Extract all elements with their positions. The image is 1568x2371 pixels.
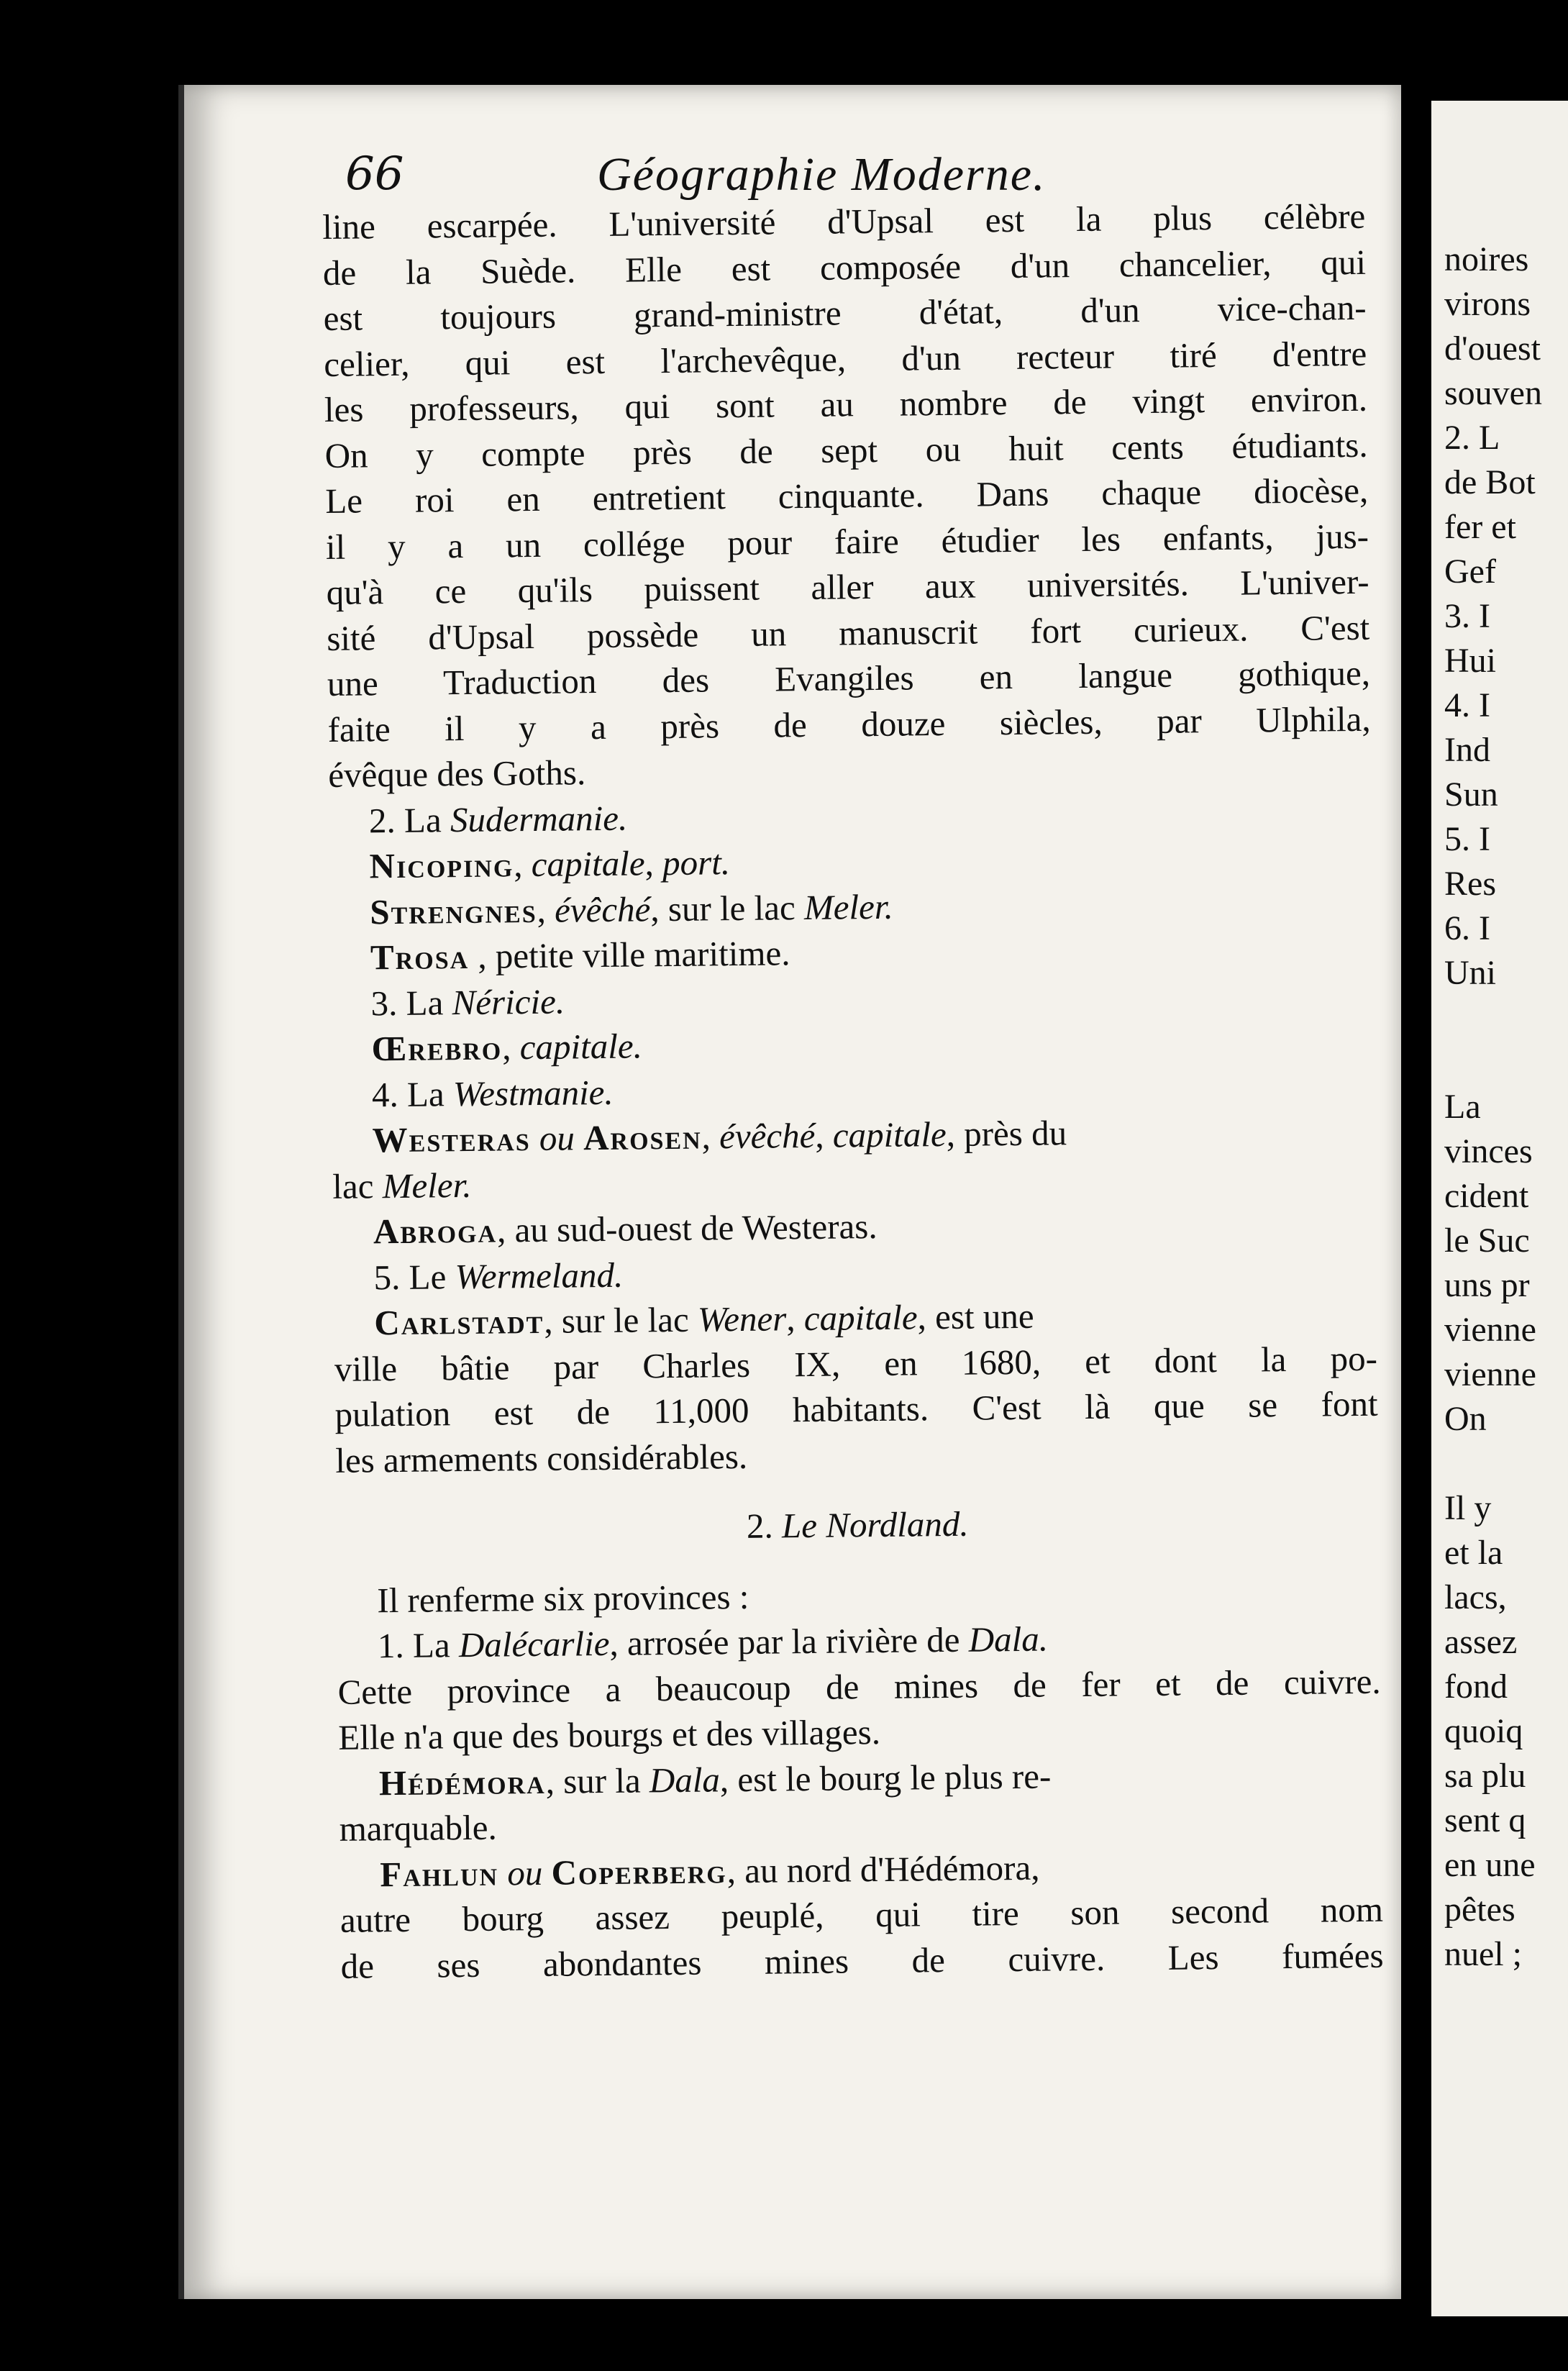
province-number: 3. La: [370, 982, 452, 1023]
place-desc: capitale: [803, 1297, 918, 1339]
facing-page-fragment: On: [1444, 1400, 1487, 1438]
lake-name: Wener: [697, 1298, 787, 1339]
place-text: , près du: [946, 1113, 1067, 1154]
facing-page-fragment: 2. L: [1444, 419, 1500, 457]
place-name: Coperberg: [551, 1850, 727, 1893]
province-name: Dalécarlie: [458, 1623, 610, 1665]
facing-page-fragment: Gef: [1444, 552, 1496, 591]
text-line: qu'à ce qu'ils puissent aller aux universités. L'univer-: [326, 561, 1369, 612]
facing-page-fragment: Sun: [1444, 775, 1498, 814]
place-desc: port.: [662, 842, 731, 883]
place-text: , est le bourg le plus re-: [719, 1756, 1052, 1799]
place-name: Hédémora: [378, 1761, 546, 1803]
conjunction: ou: [530, 1118, 584, 1159]
facing-page-fragment: souven: [1444, 374, 1542, 412]
place-desc: capitale: [832, 1114, 947, 1155]
place-text: , est une: [917, 1296, 1034, 1337]
facing-page-fragment: cident: [1444, 1177, 1529, 1215]
facing-page-fragment: 5. I: [1444, 820, 1490, 858]
conjunction: ou: [498, 1852, 552, 1893]
facing-page-fragment: uns pr: [1444, 1266, 1530, 1304]
text-line: autre bourg assez peuplé, qui tire son second nom: [339, 1889, 1384, 1940]
text-line: pulation est de 11,000 habitants. C'est là que se font: [334, 1383, 1378, 1434]
text-line: On y compte près de sept ou huit cents étudiants.: [324, 424, 1368, 475]
facing-page-fragment: vienne: [1444, 1355, 1536, 1393]
place-text: , sur la: [545, 1760, 650, 1801]
text-line: line escarpée. L'université d'Upsal est la plus célèbre: [322, 196, 1366, 247]
text-line: faite il y a près de douze siècles, par Ulphila,: [327, 698, 1371, 750]
facing-page-fragment: [1444, 996, 1542, 1040]
text-line: de ses abondantes mines de cuivre. Les fumées: [340, 1935, 1384, 1986]
facing-page-fragment: La: [1444, 1088, 1481, 1126]
facing-page-fragment: pêtes: [1444, 1890, 1515, 1929]
text-line: Il renferme six provinces :: [377, 1576, 749, 1620]
text-line: de la Suède. Elle est composée d'un chancelier, qui: [322, 242, 1367, 293]
text-line: celier, qui est l'archevêque, d'un recteur tiré d'entre: [324, 333, 1367, 384]
text-line: Elle n'a que des bourgs et des villages.: [338, 1711, 881, 1757]
facing-page-fragment: et la: [1444, 1534, 1503, 1572]
text-line: les armements considérables.: [334, 1436, 748, 1480]
place-desc: capitale: [531, 843, 645, 885]
province-number: 1. La: [377, 1625, 460, 1666]
facing-page-fragment: en une: [1444, 1846, 1536, 1884]
facing-page-fragment: lacs,: [1444, 1578, 1507, 1616]
text-line: il y a un collége pour faire étudier les enfants, jus-: [325, 516, 1369, 567]
text-line: Cette province a beaucoup de mines de fer et de cuivre.: [337, 1661, 1381, 1712]
place-text: lac: [332, 1165, 383, 1206]
place-name: Carlstadt: [373, 1301, 544, 1343]
province-number: 2. La: [368, 799, 451, 840]
province-number: 5. Le: [373, 1256, 455, 1297]
place-text: , petite ville maritime.: [468, 933, 790, 976]
facing-page-fragment: quoiq: [1444, 1712, 1523, 1750]
text-line: sité d'Upsal possède un manuscrit fort curieux. C'est: [327, 607, 1370, 658]
place-text: , au nord d'Hédémora,: [726, 1847, 1040, 1890]
page-number: 66: [345, 147, 404, 201]
text-line: évêque des Goths.: [328, 752, 586, 795]
facing-page-fragment: sent q: [1444, 1801, 1526, 1839]
lake-name: Meler.: [803, 886, 894, 927]
province-number: 4. La: [371, 1073, 454, 1114]
place-name: Strengnes: [370, 890, 537, 932]
facing-page-fragment: Res: [1444, 865, 1496, 903]
facing-page-fragment: nuel ;: [1444, 1935, 1522, 1973]
facing-page-fragment: fond: [1444, 1667, 1508, 1706]
facing-page-fragment: [1444, 1040, 1542, 1085]
province-name: Westmanie.: [452, 1072, 614, 1114]
place-name: Trosa: [370, 936, 470, 978]
river-name: Dala.: [968, 1619, 1049, 1660]
facing-page-fragment: 3. I: [1444, 597, 1490, 635]
place-name: Westeras: [372, 1119, 531, 1160]
running-title: Géographie Moderne.: [597, 148, 1047, 201]
place-name: Œrebro: [371, 1027, 503, 1069]
facing-page-fragment: d'ouest: [1444, 329, 1541, 368]
facing-page-fragment: 4. I: [1444, 686, 1490, 724]
province-name: Néricie.: [452, 981, 565, 1022]
facing-page-fragment: assez: [1444, 1623, 1518, 1661]
facing-page-fragment: Il y: [1444, 1489, 1492, 1527]
text-line: marquable.: [339, 1807, 497, 1849]
facing-page-fragment: Hui: [1444, 642, 1496, 680]
place-name: Abroga: [373, 1210, 498, 1252]
facing-page-fragment: noires: [1444, 240, 1529, 278]
text-line: ville bâtie par Charles IX, en 1680, et dont la po-: [334, 1338, 1378, 1389]
facing-page-fragment: Ind: [1444, 731, 1490, 769]
place-text: , sur le lac: [650, 887, 805, 929]
section-name: Le Nordland.: [781, 1503, 969, 1546]
text-line: les professeurs, qui sont au nombre de vingt environ.: [324, 378, 1368, 429]
separator: ,: [644, 843, 663, 883]
facing-page-fragment: virons: [1444, 285, 1531, 323]
river-name: Dala: [649, 1759, 721, 1800]
separator: ,: [501, 1027, 520, 1068]
section-number: 2.: [746, 1506, 783, 1546]
facing-page-fragment: vinces: [1444, 1132, 1533, 1170]
place-name: Nicoping: [369, 845, 514, 886]
facing-page-fragment: de Bot: [1444, 463, 1536, 501]
facing-page-fragment: fer et: [1444, 508, 1516, 546]
place-desc: évêché: [554, 888, 651, 930]
facing-page-fragment: [1444, 1442, 1542, 1486]
facing-page-fragment: sa plu: [1444, 1757, 1526, 1795]
separator: ,: [537, 890, 555, 930]
lake-name: Meler.: [382, 1165, 472, 1206]
facing-page-fragment: le Suc: [1444, 1221, 1530, 1260]
facing-page-fragment: vienne: [1444, 1311, 1536, 1349]
facing-page-fragment: 6. I: [1444, 909, 1490, 947]
text-line: est toujours grand-ministre d'état, d'un vice-chan-: [323, 287, 1367, 338]
place-name: Arosen: [583, 1116, 702, 1158]
place-desc: capitale.: [519, 1026, 643, 1068]
text-line: Le roi en entretient cinquante. Dans chaque diocèse,: [325, 470, 1369, 521]
facing-page-fragment: Uni: [1444, 954, 1496, 992]
text-line: une Traduction des Evangiles en langue gothique,: [327, 652, 1371, 704]
place-text: , au sud-ouest de Westeras.: [496, 1206, 878, 1250]
facing-page-edge: [1431, 101, 1568, 2316]
province-name: Wermeland.: [455, 1255, 624, 1296]
place-text: , sur le lac: [544, 1299, 698, 1341]
place-text: , arrosée par la rivière de: [609, 1619, 969, 1663]
place-name: Fahlun: [380, 1853, 499, 1894]
separator: ,: [785, 1298, 805, 1339]
separator: ,: [513, 845, 532, 885]
place-desc: évêché: [719, 1115, 816, 1157]
province-name: Sudermanie.: [450, 798, 628, 839]
facing-page-text: [1444, 237, 1542, 1977]
page-body: [322, 194, 1384, 1989]
separator: ,: [701, 1116, 720, 1157]
separator: ,: [815, 1115, 834, 1155]
